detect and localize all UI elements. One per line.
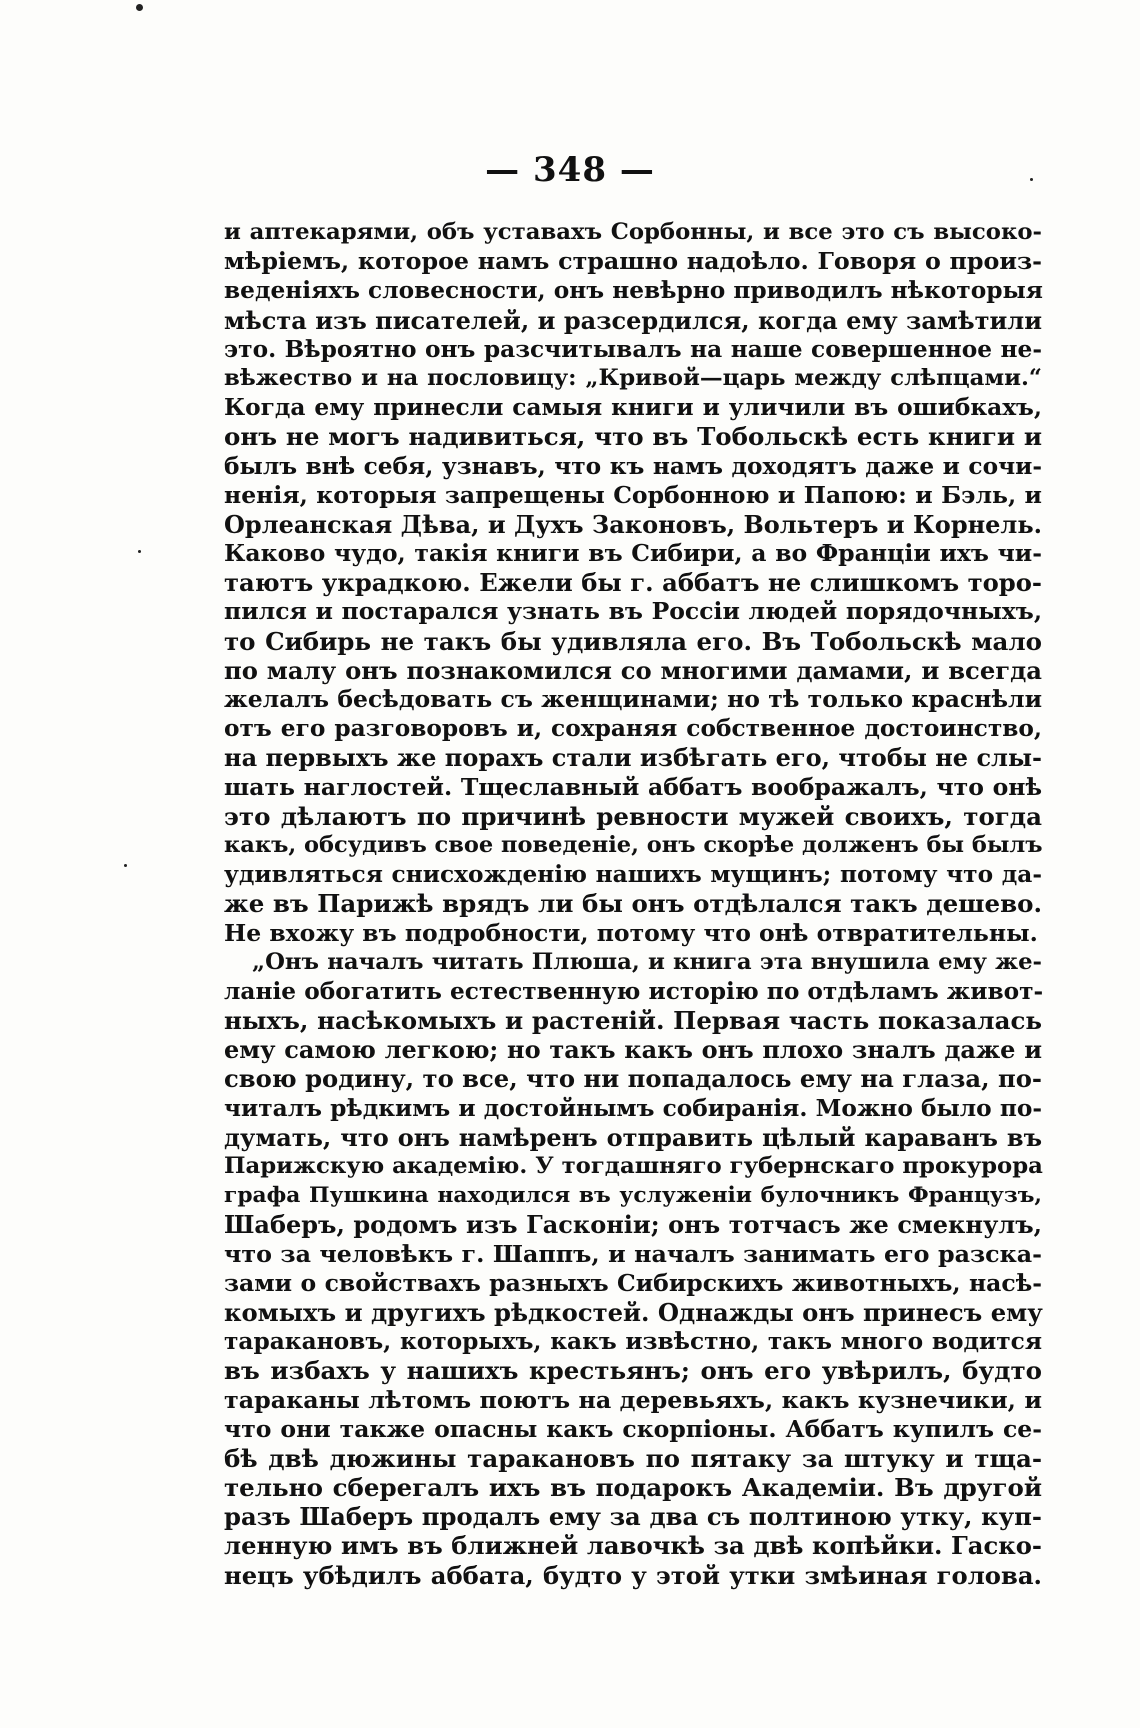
text-line: веденіяхъ словесности, онъ невѣрно приводилъ нѣкоторыя	[224, 277, 1043, 305]
text-line: думать, что онъ намѣренъ отправить цѣлый караванъ въ	[224, 1122, 1042, 1152]
text-line: же въ Парижѣ врядъ ли бы онъ отдѣлался такъ дешево.	[224, 889, 1042, 919]
text-line: Шаберъ, родомъ изъ Гасконіи; онъ тотчасъ же смекнулъ,	[224, 1210, 1042, 1240]
text-line: Не вхожу въ подробности, потому что онѣ отвратительны.	[224, 918, 1038, 947]
text-line: это. Вѣроятно онъ разсчитывалъ на наше совершенное не-	[224, 335, 1042, 363]
text-line: что они также опасны какъ скорпіоны. Аббатъ купилъ се-	[224, 1414, 1042, 1443]
text-line: какъ, обсудивъ свое поведеніе, онъ скорѣе долженъ бы былъ	[224, 831, 1043, 858]
ink-speck	[124, 864, 127, 867]
text-line: и аптекарями, объ уставахъ Сорбонны, и все это съ высоко-	[224, 219, 1042, 245]
text-line: вѣжество и на пословицу: „Кривой—царь между слѣпцами.“	[224, 364, 1042, 391]
text-line: онъ не могъ надивиться, что въ Тобольскѣ есть книги и	[224, 422, 1042, 452]
text-line: таютъ украдкою. Ежели бы г. аббатъ не слишкомъ торо-	[224, 568, 1042, 598]
text-line: что за человѣкъ г. Шаппъ, и началъ занимать его разска-	[224, 1239, 1042, 1268]
body-text	[224, 218, 1042, 1590]
text-line: „Онъ началъ читать Плюша, и книга эта внушила ему же-	[252, 948, 1042, 975]
text-line: желалъ бесѣдовать съ женщинами; но тѣ только краснѣли	[224, 685, 1042, 713]
ink-speck	[138, 550, 141, 553]
text-line: мѣста изъ писателей, и разсердился, когда ему замѣтили	[224, 305, 1042, 335]
text-line: Каково чудо, такія книги въ Сибири, а во Франціи ихъ чи-	[224, 539, 1042, 568]
text-line: ненія, которыя запрещены Сорбонною и Папою: и Бэль, и	[224, 480, 1042, 509]
ink-speck	[136, 4, 143, 11]
text-line: въ избахъ у нашихъ крестьянъ; онъ его увѣрилъ, будто	[224, 1356, 1042, 1386]
text-line: тельно сберегалъ ихъ въ подарокъ Академіи. Въ другой	[224, 1473, 1042, 1503]
text-line: Когда ему принесли самыя книги и уличили въ ошибкахъ,	[224, 394, 1042, 422]
text-line: это дѣлаютъ по причинѣ ревности мужей своихъ, тогда	[224, 801, 1042, 831]
text-line: по малу онъ познакомился со многими дамами, и всегда	[224, 655, 1042, 685]
text-line: таракановъ, которыхъ, какъ извѣстно, такъ много водится	[224, 1328, 1042, 1356]
text-line: нецъ убѣдилъ аббата, будто у этой утки змѣиная голова.	[224, 1560, 1042, 1590]
text-line: былъ внѣ себя, узнавъ, что къ намъ доходятъ даже и сочи-	[224, 452, 1042, 480]
text-line: шать наглостей. Тщеславный аббатъ воображалъ, что онѣ	[224, 772, 1042, 801]
text-line: на первыхъ же порахъ стали избѣгать его, чтобы не слы-	[224, 743, 1042, 773]
text-line: бѣ двѣ дюжины таракановъ по пятаку за штуку и тща-	[224, 1443, 1042, 1473]
text-line: Орлеанская Дѣва, и Духъ Законовъ, Вольтеръ и Корнель.	[224, 509, 1042, 539]
page-number: — 348 —	[485, 150, 655, 190]
text-line: ланіе обогатить естественную исторію по отдѣламъ живот-	[224, 977, 1044, 1005]
text-line: пился и постарался узнать въ Россіи людей порядочныхъ,	[224, 597, 1042, 626]
text-line: разъ Шаберъ продалъ ему за два съ полтиною утку, куп-	[224, 1502, 1042, 1532]
text-line: мѣріемъ, которое намъ страшно надоѣло. Говоря о произ-	[224, 247, 1042, 276]
text-line: удивляться снисхожденію нашихъ мущинъ; потому что да-	[224, 861, 1042, 889]
text-line: ныхъ, насѣкомыхъ и растеній. Первая часть показалась	[224, 1006, 1042, 1036]
text-line: графа Пушкина находился въ услуженіи булочникъ Французъ,	[224, 1183, 1042, 1209]
text-line: свою родину, то все, что ни попадалось ему на глаза, по-	[224, 1064, 1042, 1094]
text-line: комыхъ и другихъ рѣдкостей. Однажды онъ принесъ ему	[224, 1297, 1043, 1327]
text-line: тараканы лѣтомъ поютъ на деревьяхъ, какъ кузнечики, и	[224, 1385, 1042, 1414]
text-line: то Сибирь не такъ бы удивляла его. Въ Тобольскѣ мало	[224, 626, 1042, 656]
text-line: читалъ рѣдкимъ и достойнымъ собиранія. Можно было по-	[224, 1094, 1042, 1122]
text-line: ему самою легкою; но такъ какъ онъ плохо зналъ даже и	[224, 1035, 1042, 1065]
text-line: Парижскую академію. У тогдашняго губернскаго прокурора	[224, 1153, 1043, 1179]
text-line: зами о свойствахъ разныхъ Сибирскихъ животныхъ, насѣ-	[224, 1268, 1042, 1297]
text-line: ленную имъ въ ближней лавочкѣ за двѣ копѣйки. Гаско-	[224, 1531, 1042, 1561]
text-line: отъ его разговоровъ и, сохраняя собственное достоинство,	[224, 715, 1042, 743]
